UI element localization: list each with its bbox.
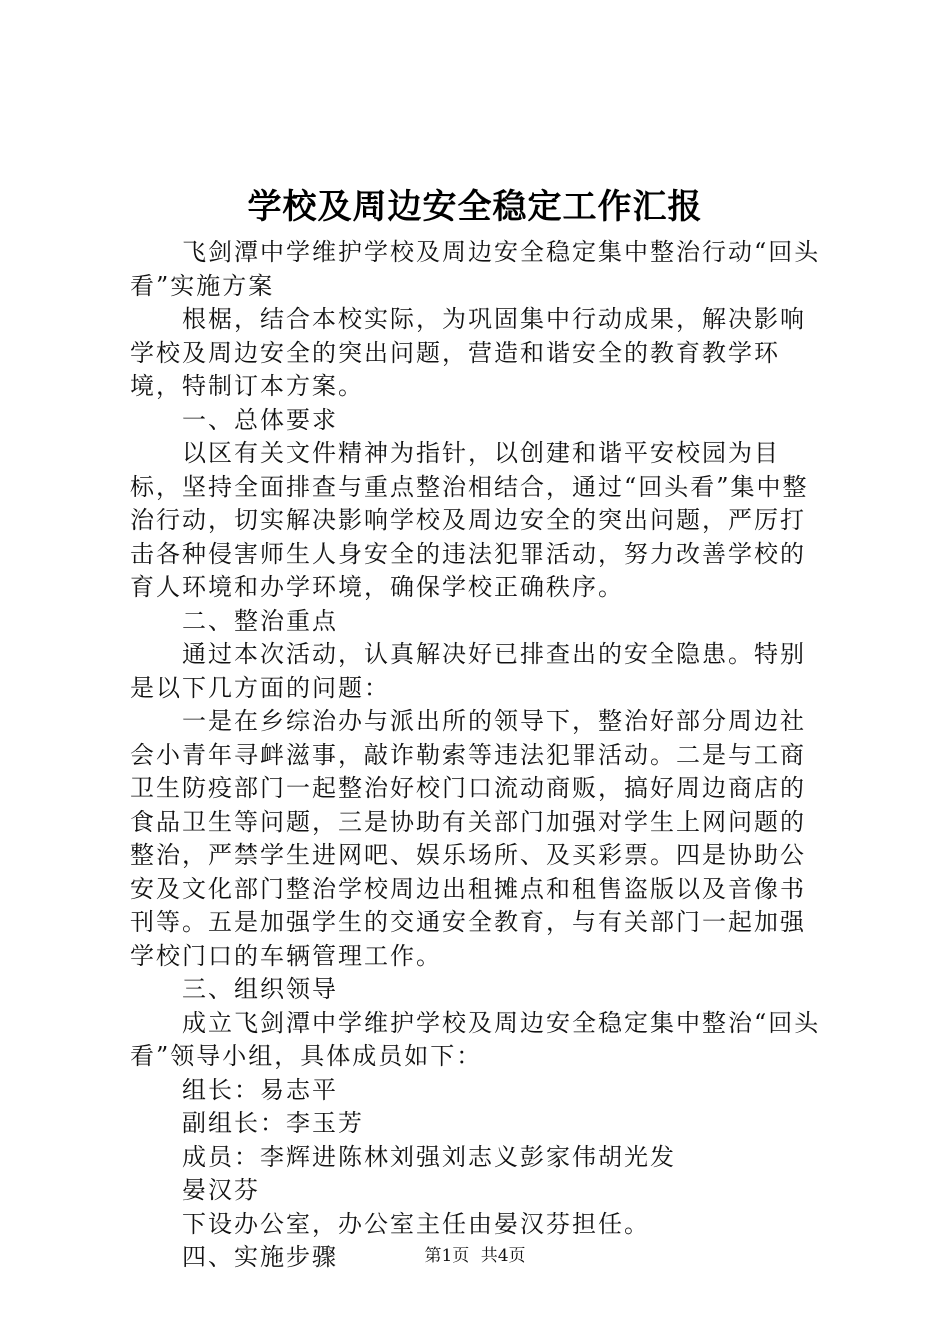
document-title: 学校及周边安全稳定工作汇报 [247,187,703,227]
deputy-leader-line: 副组长：李玉芳 [182,1109,364,1137]
page-number: 第1页 [424,1246,470,1266]
document-body [130,236,830,1275]
heading-implementation-steps: 四、实施步骤 [182,1243,338,1271]
paragraph-plan-title: 飞剑潭中学维护学校及周边安全稳定集中整治行动“回头看”实施方案 [130,238,821,300]
heading-key-points: 二、整治重点 [182,606,338,635]
paragraph-organization: 成立飞剑潭中学维护学校及周边安全稳定集中整治“回头看”领导小组，具体成员如下： [130,1008,821,1070]
paragraph-key-points: 通过本次活动，认真解决好已排查出的安全隐患。特别是以下几方面的问题： [130,640,806,702]
members-line: 成员：李辉进陈林刘强刘志义彭家伟胡光发 [182,1142,676,1171]
members-line-continued: 晏汉芬 [182,1176,260,1204]
paragraph-intro: 根椐，结合本校实际，为巩固集中行动成果，解决影响学校及周边安全的突出问题，营造和谐安全的教育教学环境，特制订本方案。 [130,305,806,400]
heading-organization: 三、组织领导 [182,975,338,1003]
office-line: 下设办公室，办公室主任由晏汉芬担任。 [182,1209,650,1238]
paragraph-general-requirements: 以区有关文件精神为指针，以创建和谐平安校园为目标，坚持全面排查与重点整治相结合，通过“回头看”集中整治行动，切实解决影响学校及周边安全的突出问题，严厉打击各种侵害师生人身安全的违法犯罪活动，努力改善学校的育人环境和办学环境，确保学校正确秩序。 [130,439,809,601]
page-footer [0,1244,950,1268]
heading-general-requirements: 一、总体要求 [182,405,338,434]
leader-line: 组长：易志平 [182,1075,338,1104]
paragraph-key-points-detail: 一是在乡综治办与派出所的领导下，整治好部分周边社会小青年寻衅滋事，敲诈勒索等违法犯罪活动。二是与工商卫生防疫部门一起整治好校门口流动商贩，搞好周边商店的食品卫生等问题，三是协助有关部门加强对学生上网问题的整治，严禁学生进网吧、娱乐场所、及买彩票。四是协助公安及文化部门整治学校周边出租摊点和租售盗版以及音像书刊等。五是加强学生的交通安全教育，与有关部门一起加强学校门口的车辆管理工作。 [130,707,806,970]
page-total: 共4页 [480,1246,526,1266]
